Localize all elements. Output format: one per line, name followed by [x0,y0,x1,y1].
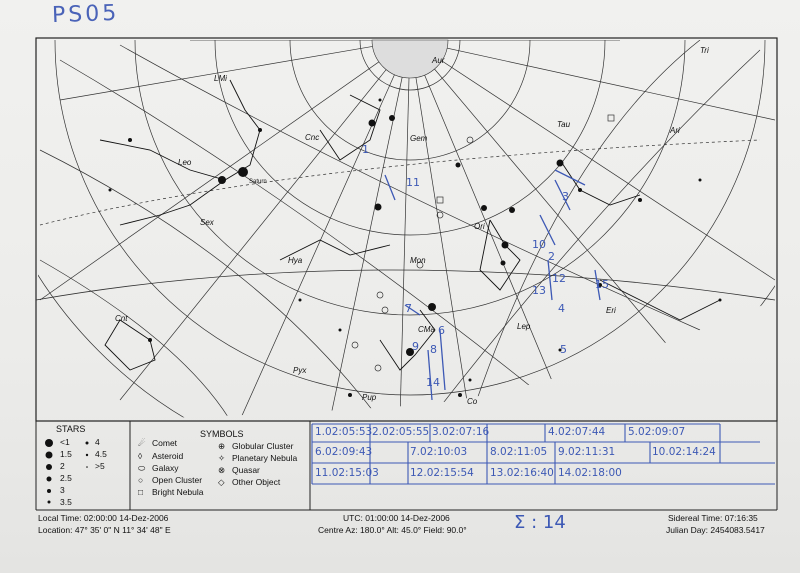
symbols-legend-title: SYMBOLS [200,429,244,439]
star [638,198,642,202]
star [218,176,226,184]
log-entry: 12.02:15:54 [410,467,474,479]
magnitude-label: 1.5 [60,449,72,459]
chart-note: 2 [548,250,555,263]
constellation-line [560,160,640,205]
open-cluster [467,137,473,143]
constellation-label: Eri [606,306,616,315]
constellation-line [480,220,520,290]
open-cluster [377,292,383,298]
comet-icon: ☄ [138,438,146,448]
chart-note: 4 [558,302,565,315]
chart-note: 3 [562,190,569,203]
ecliptic-line [40,140,760,225]
star [148,338,152,342]
sidereal-time: Sidereal Time: 07:16:35 [668,513,758,523]
hand-strokes [385,170,600,400]
constellation-label: Cnt [115,314,128,323]
sum-note: Σ : 14 [514,512,566,533]
star [258,128,262,132]
symbol-label: Planetary Nebula [232,453,298,463]
star [502,242,509,249]
star [375,204,382,211]
chart-note: 1 [362,143,369,156]
constellation-label: Lep [517,322,531,331]
azimuth-line [410,40,470,420]
bright-nebula [608,115,614,121]
constellation-label: Tri [700,46,709,55]
symbol-label: Quasar [232,465,260,475]
symbol-label: Bright Nebula [152,487,204,497]
azimuth-line [240,40,410,420]
chart-note: 7 [405,302,412,315]
globular-cluster-icon: ⊕ [218,441,226,451]
magnitude-label: 2.5 [60,473,72,483]
star [128,138,132,142]
constellation-line [105,320,155,370]
log-entry: 3.02:07:16 [432,426,490,438]
log-entry: 7.02:10:03 [410,446,468,458]
constellation-label: Aur [432,56,445,65]
star [469,379,472,382]
constellation-label: Leo [178,158,192,167]
constellation-label: CMa [418,325,435,334]
ra-line [470,40,700,420]
star [458,393,462,397]
ra-line [60,60,560,410]
planetary-nebula-icon: ✧ [218,453,226,463]
open-cluster [382,307,388,313]
magnitude-label: >5 [95,461,105,471]
log-entry: 11.02:15:03 [315,467,379,479]
star [456,163,461,168]
local-time: Local Time: 02:00:00 14-Dez-2006 [38,513,169,523]
star [509,207,515,213]
log-entry: 1.02:05:53 [315,426,373,438]
magnitude-label: 4.5 [95,449,107,459]
quasar-icon: ⊗ [218,465,226,475]
constellation-label: Sex [200,218,214,227]
bright-nebula-icon: □ [138,487,144,497]
azimuth-line [120,40,410,400]
constellation-label: Hya [288,256,303,265]
magnitude-label: 2 [60,461,65,471]
chart-note: 13 [532,284,546,297]
constellation-label: Ari [670,126,680,135]
symbol-label: Open Cluster [152,475,203,485]
log-entry: 13.02:16:40 [490,467,554,479]
star [339,329,342,332]
constellation-label: LMi [214,74,227,83]
chart-note: 8 [430,343,437,356]
magnitude-label: 3 [60,485,65,495]
azimuth-line [410,40,775,280]
chart-note: 12 [552,272,566,285]
star [109,189,112,192]
azimuth-line [400,40,410,420]
galaxy-icon: ⬭ [138,463,146,473]
star [238,167,248,177]
star [299,299,302,302]
star [348,393,352,397]
symbol-label: Galaxy [152,463,179,473]
stars-legend-title: STARS [56,424,86,434]
other-object-icon: ◇ [218,477,225,487]
symbol-label: Globular Cluster [232,441,294,451]
bright-nebula [437,197,443,203]
chart-note: 9 [412,340,419,353]
chart-note: 10 [532,238,546,251]
log-entry: 6.02:09:43 [315,446,373,458]
log-entry: 9.02:11:31 [558,446,616,458]
magnitude-label: 3.5 [60,497,72,507]
log-entry: 5.02:09:07 [628,426,686,438]
utc-time: UTC: 01:00:00 14-Dez-2006 [343,513,450,523]
chart-note: 6 [438,324,445,337]
azimuth-line [330,40,410,420]
symbol-label: Asteroid [152,451,184,461]
star [428,303,436,311]
ra-line [40,260,230,420]
handwritten-code: PS05 [51,0,120,29]
planet-label: Saturn [249,179,267,185]
constellation-label: Pup [362,393,377,402]
open-cluster-icon: ○ [138,475,144,485]
chart-note: 15 [595,278,609,291]
magnitude-label: 4 [95,437,100,447]
constellation-line [380,310,435,370]
constellation-label: Gem [410,134,428,143]
location: Location: 47° 35' 0" N 11° 34' 48" E [38,525,171,535]
log-entry: 14.02:18:00 [558,467,622,479]
chart-note: 14 [426,376,440,389]
open-cluster [352,342,358,348]
open-cluster [375,365,381,371]
star [379,99,382,102]
star [369,120,376,127]
star [557,160,564,167]
star [501,261,506,266]
chart-note: 11 [406,176,420,189]
constellation-label: Tau [557,120,571,129]
symbol-label: Other Object [232,477,281,487]
constellation-label: Pyx [293,366,307,375]
star [578,188,582,192]
magnitude-label: <1 [60,437,70,447]
log-entry: 2.02:05:55 [372,426,430,438]
altitude-circle [36,270,775,300]
star [719,299,722,302]
asteroid-icon: ◊ [138,451,143,461]
constellation-label: Ori [474,222,485,231]
constellation-label: Cnc [305,133,320,142]
log-entry: 8.02:11:05 [490,446,548,458]
constellation-label: Co [467,397,478,406]
star [389,115,395,121]
log-entry: 10.02:14:24 [652,446,716,458]
altitude-circle [215,0,605,235]
chart-note: 5 [560,343,567,356]
constellation-label: Mon [410,256,426,265]
julian-day: Julian Day: 2454083.5417 [666,525,765,535]
star [481,205,487,211]
star [699,179,702,182]
symbol-label: Comet [152,438,178,448]
log-entry: 4.02:07:44 [548,426,606,438]
centre-coords: Centre Az: 180.0° Alt: 45.0° Field: 90.0° [318,525,467,535]
ra-line [430,50,760,420]
